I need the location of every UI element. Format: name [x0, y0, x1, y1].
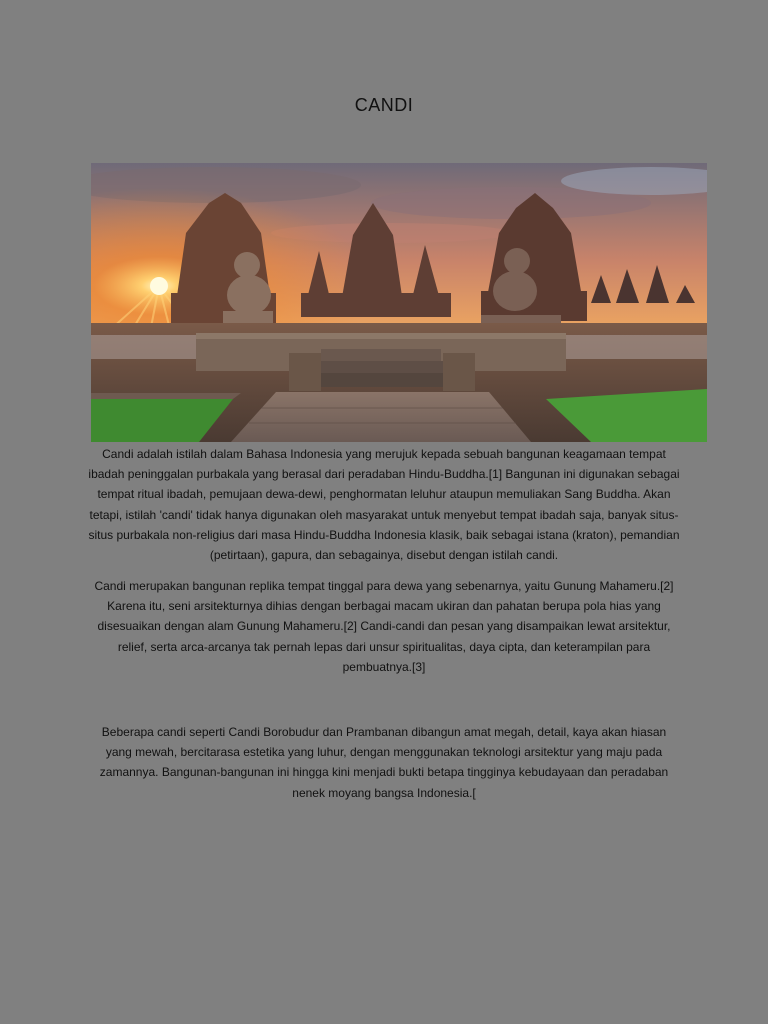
paragraph-2: Candi merupakan bangunan replika tempat tinggal para dewa yang sebenarnya, yaitu Gunung Mahameru.[2] Karena itu, seni arsitekturnya dihias dengan berbagai macam ukiran dan pahatan berupa pola hias yang disesuaikan dengan alam Gunung Mahameru.[2] Candi-candi dan pesan yang disampaikan lewat arsitektur, relief, serta arca-arcanya tak pernah lepas dari unsur spiritualitas, daya cipta, dan keterampilan para pembuatnya.[3] — [94, 579, 674, 674]
paragraph-3: Beberapa candi seperti Candi Borobudur dan Prambanan dibangun amat megah, detail, kaya akan hiasan yang mewah, bercitarasa estetika yang luhur, dengan menggunakan teknologi arsitektur yang maju pada zamannya. Bangunan-bangunan ini hingga kini menjadi bukti betapa tingginya kebudayaan dan peradaban nenek moyang bangsa Indonesia.[ — [99, 725, 669, 800]
temple-photo-icon — [91, 163, 707, 442]
temple-photo — [91, 163, 707, 442]
paragraph-1: Candi adalah istilah dalam Bahasa Indonesia yang merujuk kepada sebuah bangunan keagamaan tempat ibadah peninggalan purbakala yang berasal dari peradaban Hindu-Buddha.[1] Bangunan ini digunakan sebagai tempat ritual ibadah, pemujaan dewa-dewi, penghormatan leluhur ataupun memuliakan Sang Buddha. Akan tetapi, istilah 'candi' tidak hanya digunakan oleh masyarakat untuk menyebut tempat ibadah saja, banyak situs-situs purbakala non-religius dari masa Hindu-Buddha Indonesia klasik, baik sebagai istana (kraton), pemandian (petirtaan), gapura, dan sebagainya, disebut dengan istilah candi. — [88, 447, 680, 563]
page-title: CANDI — [354, 95, 414, 115]
